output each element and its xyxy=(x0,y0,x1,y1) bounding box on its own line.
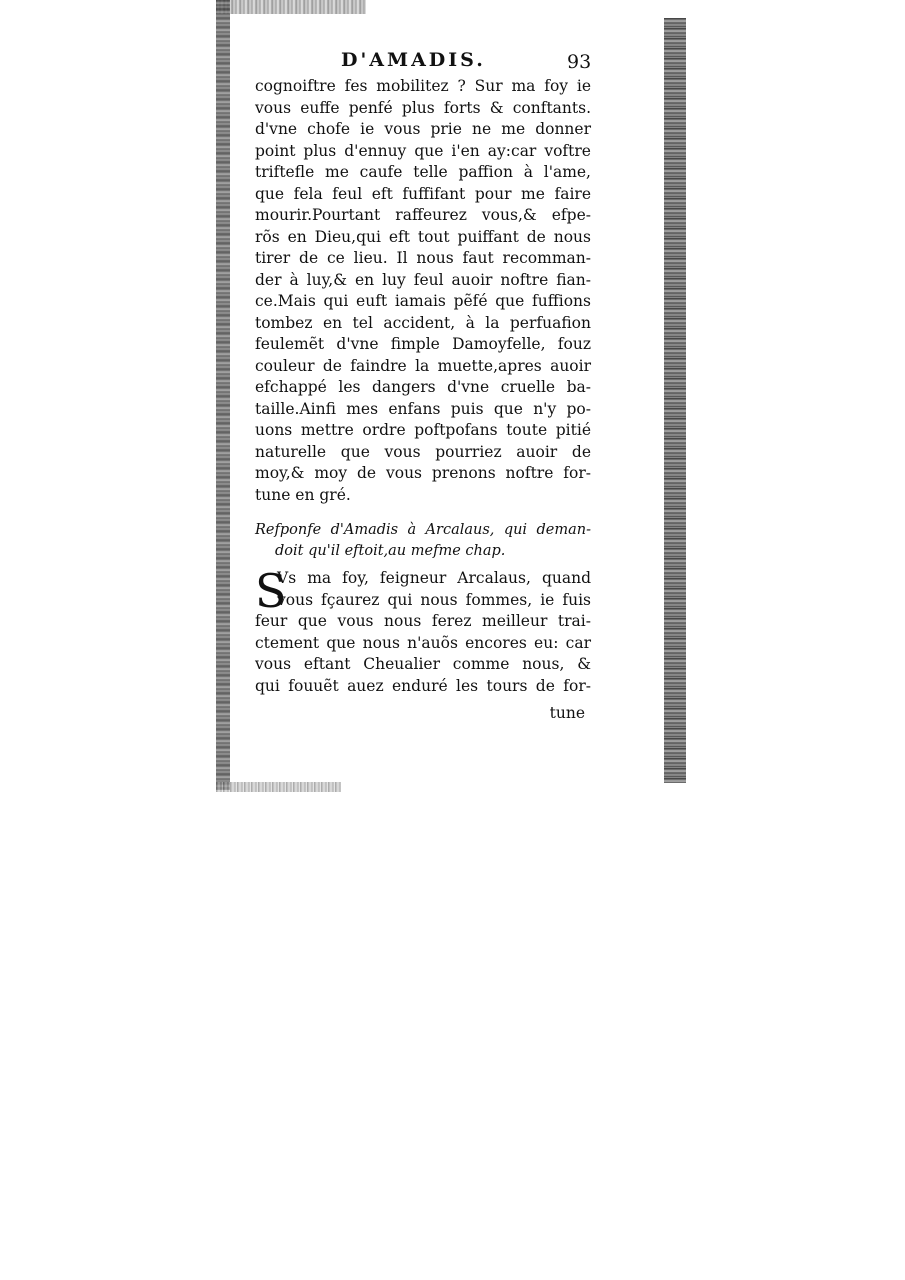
drop-capital: S xyxy=(255,564,287,618)
text-line: qui fouuẽt auez enduré les tours de for- xyxy=(255,676,591,695)
text-line: feulemẽt d'vne fimple Damoyfelle, fouz xyxy=(255,335,591,353)
text-line: triftefle me caufe telle paffion à l'ame, xyxy=(255,163,591,181)
rubric-line: Refponfe d'Amadis à Arcalaus, qui deman- xyxy=(255,522,591,538)
section-rubric xyxy=(255,520,591,562)
text-line: ctement que nous n'auõs encores eu: car xyxy=(255,633,591,652)
text-line: efchappé les dangers d'vne cruelle ba- xyxy=(255,378,591,396)
body-text xyxy=(255,76,591,506)
page-number: 93 xyxy=(567,51,592,73)
text-line: der à luy,& en luy feul auoir noftre fian- xyxy=(255,270,591,289)
text-line: feur que vous nous ferez meilleur trai- xyxy=(255,612,591,630)
text-line: tombez en tel accident, à la perfuafion xyxy=(255,313,591,332)
text-line: mourir.Pourtant raffeurez vous,& efpe- xyxy=(255,206,591,224)
text-line: vous eftant Cheualier comme nous, & xyxy=(255,655,591,673)
text-line: rõs en Dieu,qui eft tout puiffant de nous xyxy=(255,227,591,246)
text-line: point plus d'ennuy que i'en ay:car voftre xyxy=(255,141,591,160)
rubric-line: doit qu'il eftoit,au mefme chap. xyxy=(275,543,506,559)
text-line: naturelle que vous pourriez auoir de xyxy=(255,442,591,461)
text-line: tirer de ce lieu. Il nous faut recomman- xyxy=(255,249,591,267)
text-line: d'vne chofe ie vous prie ne me donner xyxy=(255,120,591,138)
scan-edge-left xyxy=(216,0,230,790)
text-line: vous fçaurez qui nous fommes, ie fuis xyxy=(277,590,591,609)
running-title: D'AMADIS. xyxy=(341,49,486,71)
scan-edge-right xyxy=(664,18,686,783)
text-line: ce.Mais qui euft iamais pẽfé que fuffions xyxy=(255,292,591,310)
scan-edge-top xyxy=(216,0,366,14)
text-line: uons mettre ordre poftpofans toute pitié xyxy=(255,421,591,439)
page-header xyxy=(255,48,595,78)
text-line: couleur de faindre la muette,apres auoir xyxy=(255,356,591,375)
catchword: tune xyxy=(549,704,585,722)
text-line: moy,& moy de vous prenons noftre for- xyxy=(255,464,591,482)
text-line: que fela feul eft fuffifant pour me faire xyxy=(255,184,591,203)
text-line: cognoiftre fes mobilitez ? Sur ma foy ie xyxy=(255,77,591,95)
text-line: tune en gré. xyxy=(255,485,351,504)
text-line: taille.Ainfi mes enfans puis que n'y po- xyxy=(255,399,591,418)
text-line: Vs ma foy, feigneur Arcalaus, quand xyxy=(277,569,591,587)
scan-edge-bottom xyxy=(216,782,341,792)
response-section xyxy=(255,564,591,697)
text-line: vous euffe penfé plus forts & conftants. xyxy=(255,98,591,117)
